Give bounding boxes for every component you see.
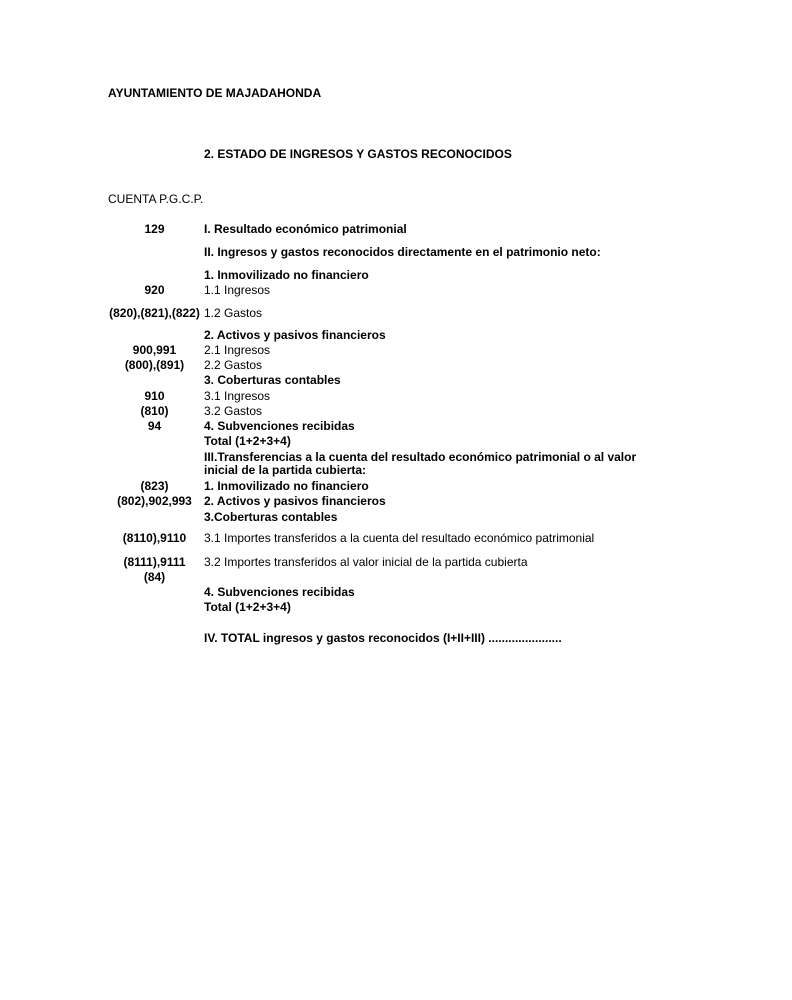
- row-importes-transferidos-partida: 3.2 Importes transferidos al valor inicial de la partida cubierta: [204, 555, 528, 569]
- row-total-iii: Total (1+2+3+4): [204, 600, 291, 614]
- row-coberturas-contables: 3. Coberturas contables: [204, 373, 341, 387]
- account-920: 920: [144, 283, 165, 297]
- account-900-991: 900,991: [132, 343, 177, 357]
- account-810: (810): [140, 404, 169, 418]
- row-iii-activos-pasivos: 2. Activos y pasivos financieros: [204, 494, 386, 508]
- row-iii-inmovilizado: 1. Inmovilizado no financiero: [204, 479, 369, 493]
- account-129: 129: [144, 222, 165, 236]
- row-section-iii-line2: inicial de la partida cubierta:: [204, 463, 367, 477]
- account-8111-9111: (8111),9111: [123, 555, 186, 569]
- account-8110-9110: (8110),9110: [122, 531, 187, 545]
- row-total-iv: IV. TOTAL ingresos y gastos reconocidos (I+II+III) ......................: [204, 631, 562, 645]
- row-iii-coberturas: 3.Coberturas contables: [204, 510, 338, 524]
- row-gastos-1-2: 1.2 Gastos: [204, 306, 263, 320]
- row-ingresos-3-1: 3.1 Ingresos: [204, 389, 271, 403]
- organization-name: AYUNTAMIENTO DE MAJADAHONDA: [108, 86, 322, 100]
- account-823: (823): [140, 479, 169, 493]
- account-820-822: (820),(821),(822): [109, 306, 200, 320]
- row-gastos-2-2: 2.2 Gastos: [204, 358, 263, 372]
- statement-title: 2. ESTADO DE INGRESOS Y GASTOS RECONOCIDOS: [204, 147, 512, 161]
- row-ingresos-2-1: 2.1 Ingresos: [204, 343, 271, 357]
- row-inmovilizado-no-financiero: 1. Inmovilizado no financiero: [204, 268, 369, 282]
- row-activos-pasivos: 2. Activos y pasivos financieros: [204, 328, 386, 342]
- account-802-902-993: (802),902,993: [117, 494, 192, 508]
- row-importes-transferidos-resultado: 3.1 Importes transferidos a la cuenta del resultado económico patrimonial: [204, 531, 595, 545]
- account-84: (84): [143, 570, 166, 584]
- row-total-ii: Total (1+2+3+4): [204, 434, 291, 448]
- row-section-iii-line1: III.Transferencias a la cuenta del resultado económico patrimonial o al valor: [204, 450, 637, 464]
- account-800-891: (800),(891): [124, 358, 185, 372]
- row-gastos-3-2: 3.2 Gastos: [204, 404, 263, 418]
- row-subvenciones-recibidas: 4. Subvenciones recibidas: [204, 419, 355, 433]
- account-column-label: CUENTA P.G.C.P.: [108, 192, 204, 206]
- row-ingresos-1-1: 1.1 Ingresos: [204, 283, 271, 297]
- row-resultado-economico: I. Resultado económico patrimonial: [204, 222, 407, 236]
- row-iii-subvenciones: 4. Subvenciones recibidas: [204, 585, 355, 599]
- account-910: 910: [144, 389, 165, 403]
- account-94: 94: [147, 419, 162, 433]
- row-section-ii: II. Ingresos y gastos reconocidos directamente en el patrimonio neto:: [204, 245, 601, 259]
